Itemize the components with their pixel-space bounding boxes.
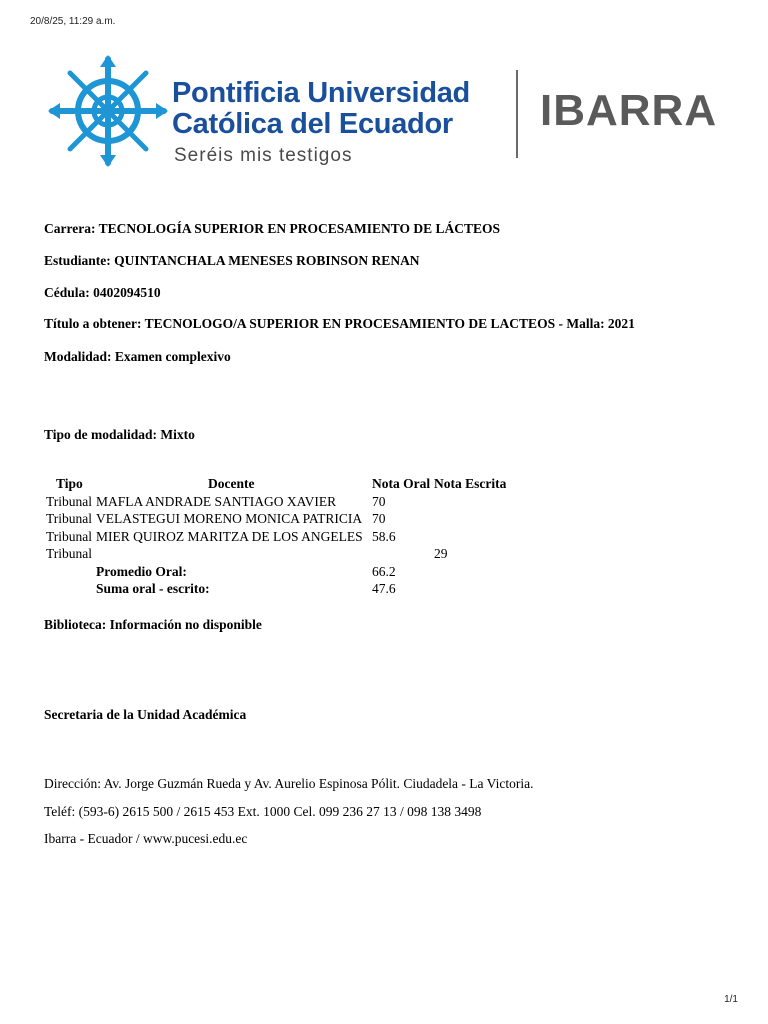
row-tipo: Tribunal <box>46 493 93 509</box>
university-name-line2: Católica del Ecuador <box>172 108 453 140</box>
modalidad-field: Modalidad: Examen complexivo <box>44 349 231 364</box>
row-docente: VELASTEGUI MORENO MONICA PATRICIA <box>96 511 363 526</box>
cedula-field: Cédula: 0402094510 <box>44 285 161 300</box>
university-name <box>172 78 470 140</box>
university-name-line1: Pontificia Universidad <box>172 77 470 109</box>
estudiante-field: Estudiante: QUINTANCHALA MENESES ROBINSON RENAN <box>44 253 420 268</box>
biblioteca-field: Biblioteca: Información no disponible <box>44 617 262 632</box>
direccion-text: Dirección: Av. Jorge Guzmán Rueda y Av. Aurelio Espinosa Pólit. Ciudadela - La Victoria. <box>44 776 534 791</box>
row-nota-oral: 58.6 <box>372 528 396 544</box>
header-nota-escrita: Nota Escrita <box>434 476 507 491</box>
grades-header-row <box>46 476 526 494</box>
row-docente: MAFLA ANDRADE SANTIAGO XAVIER <box>96 493 337 509</box>
row-docente: MIER QUIROZ MARITZA DE LOS ANGELES <box>96 528 363 544</box>
page-number: 1/1 <box>724 994 738 1005</box>
promedio-oral-row <box>46 564 526 582</box>
suma-value: 47.6 <box>372 581 396 596</box>
telefono-text: Teléf: (593-6) 2615 500 / 2615 453 Ext. 1000 Cel. 099 236 27 13 / 098 138 3498 <box>44 804 482 819</box>
header-tipo: Tipo <box>56 476 83 491</box>
row-nota-escrita: 29 <box>434 546 448 561</box>
row-tipo: Tribunal <box>46 528 93 544</box>
row-tipo: Tribunal <box>46 511 93 526</box>
tipo-modalidad-field: Tipo de modalidad: Mixto <box>44 427 195 442</box>
table-row <box>46 529 526 547</box>
campus-name: IBARRA <box>540 86 718 135</box>
ciudad-web-text: Ibarra - Ecuador / www.pucesi.edu.ec <box>44 831 248 846</box>
titulo-field: Título a obtener: TECNOLOGO/A SUPERIOR EN PROCESAMIENTO DE LACTEOS - Malla: 2021 <box>44 316 635 331</box>
suma-label: Suma oral - escrito: <box>96 581 210 596</box>
university-motto: Seréis mis testigos <box>174 145 353 166</box>
table-row <box>46 546 526 564</box>
print-timestamp: 20/8/25, 11:29 a.m. <box>30 16 116 27</box>
carrera-field: Carrera: TECNOLOGÍA SUPERIOR EN PROCESAMIENTO DE LÁCTEOS <box>44 221 501 236</box>
promedio-oral-label: Promedio Oral: <box>96 563 187 579</box>
table-row <box>46 511 526 529</box>
secretaria-label: Secretaria de la Unidad Académica <box>44 707 247 722</box>
promedio-oral-value: 66.2 <box>372 563 396 579</box>
row-nota-oral: 70 <box>372 511 386 526</box>
row-nota-oral: 70 <box>372 493 386 509</box>
suma-row <box>46 581 526 599</box>
header-nota-oral: Nota Oral <box>372 476 431 491</box>
row-tipo: Tribunal <box>46 546 93 561</box>
logo-divider <box>516 70 518 158</box>
header-docente: Docente <box>208 476 255 491</box>
table-row <box>46 494 526 512</box>
grades-table <box>46 476 526 599</box>
university-emblem-icon <box>48 55 168 167</box>
